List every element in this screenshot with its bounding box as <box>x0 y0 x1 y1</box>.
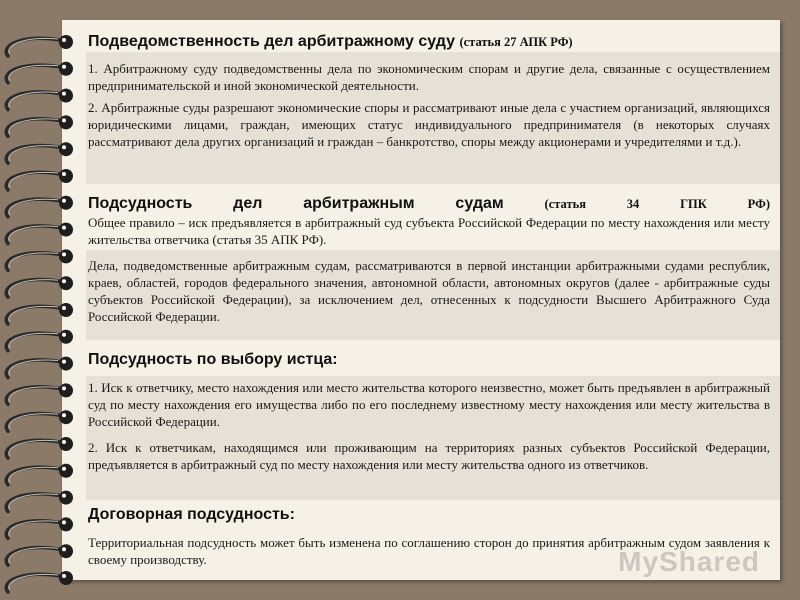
spiral-binding-icon <box>0 0 90 600</box>
binding-ring <box>6 196 73 217</box>
title-word: дел <box>233 195 263 212</box>
title-text: Подведомственность дел арбитражному суду <box>88 33 455 50</box>
section-jurisdiction <box>88 32 770 155</box>
paragraph: 2. Арбитражные суды разрешают экономические споры и рассматривают иные дела с участием организаций, являющихся юридическими лицами, граждан, имеющих статус индивидуального предпринимателя (в некоторых случаях рассматривают дела других организаций и граждан – банкротство, споры между акционерами и учредителями и т.д.). <box>88 100 770 149</box>
binding-ring <box>6 544 73 565</box>
section-cognizance <box>88 194 770 330</box>
binding-ring <box>6 571 73 592</box>
title-ref: (статья 27 АПК РФ) <box>459 35 573 49</box>
section-title <box>88 32 770 52</box>
binding-ring <box>6 357 73 378</box>
section-plaintiff-choice <box>88 350 770 478</box>
binding-ring <box>6 169 73 190</box>
binding-ring <box>6 142 73 163</box>
binding-ring <box>6 249 73 270</box>
binding-ring <box>6 464 73 485</box>
binding-ring <box>6 276 73 297</box>
binding-ring <box>6 437 73 458</box>
binding-ring <box>6 383 73 404</box>
title-ref-word: ГПК <box>680 197 707 211</box>
paragraph: Дела, подведомственные арбитражным судам, рассматриваются в первой инстанции арбитражными судами республик, краев, областей, городов федерального значения, автономной области, автономных округов (далее - арбитражные суды субъектов Российской Федерации), за исключением дел, отнесенных к подсудности Высшего Арбитражного Суда Российской Федерации. <box>88 258 770 324</box>
section-title: Договорная подсудность: <box>88 506 295 523</box>
title-word: Подсудность <box>88 195 193 212</box>
paragraph: 1. Арбитражному суду подведомственны дела по экономическим спорам и другие дела, связанные с осуществлением предпринимательской и иной экономической деятельности. <box>88 61 770 93</box>
title-ref-word: 34 <box>626 197 640 211</box>
title-word: судам <box>455 195 504 212</box>
section-title <box>88 194 770 214</box>
binding-ring <box>6 35 73 56</box>
watermark-logo: MyShared <box>618 546 760 577</box>
binding-ring <box>6 223 73 244</box>
binding-ring <box>6 491 73 512</box>
title-ref-word: РФ) <box>747 197 770 211</box>
paragraph: Территориальная подсудность может быть изменена по соглашению сторон до принятия арбитражным судом заявления к своему производству. <box>88 535 770 567</box>
title-ref-word: (статья <box>544 197 586 211</box>
binding-ring <box>6 410 73 431</box>
binding-ring <box>6 330 73 351</box>
section-title: Подсудность по выбору истца: <box>88 351 338 368</box>
binding-ring <box>6 115 73 136</box>
binding-ring <box>6 62 73 83</box>
paragraph: 2. Иск к ответчикам, находящимся или проживающим на территориях разных субъектов Российской Федерации, предъявляется в арбитражный суд по месту нахождения или месту жительства одного из ответчиков. <box>88 440 770 472</box>
binding-ring <box>6 89 73 110</box>
binding-ring <box>6 517 73 538</box>
title-word: арбитражным <box>303 195 415 212</box>
paragraph: Общее правило – иск предъявляется в арбитражный суд субъекта Российской Федерации по месту нахождения или месту жительства ответчика (статья 35 АПК РФ). <box>88 215 770 247</box>
binding-ring <box>6 303 73 324</box>
paragraph: 1. Иск к ответчику, место нахождения или место жительства которого неизвестно, может быть предъявлен в арбитражный суд по месту нахождения его имущества либо по его последнему известному месту нахождения или месту жительства в Российской Федерации. <box>88 380 770 429</box>
